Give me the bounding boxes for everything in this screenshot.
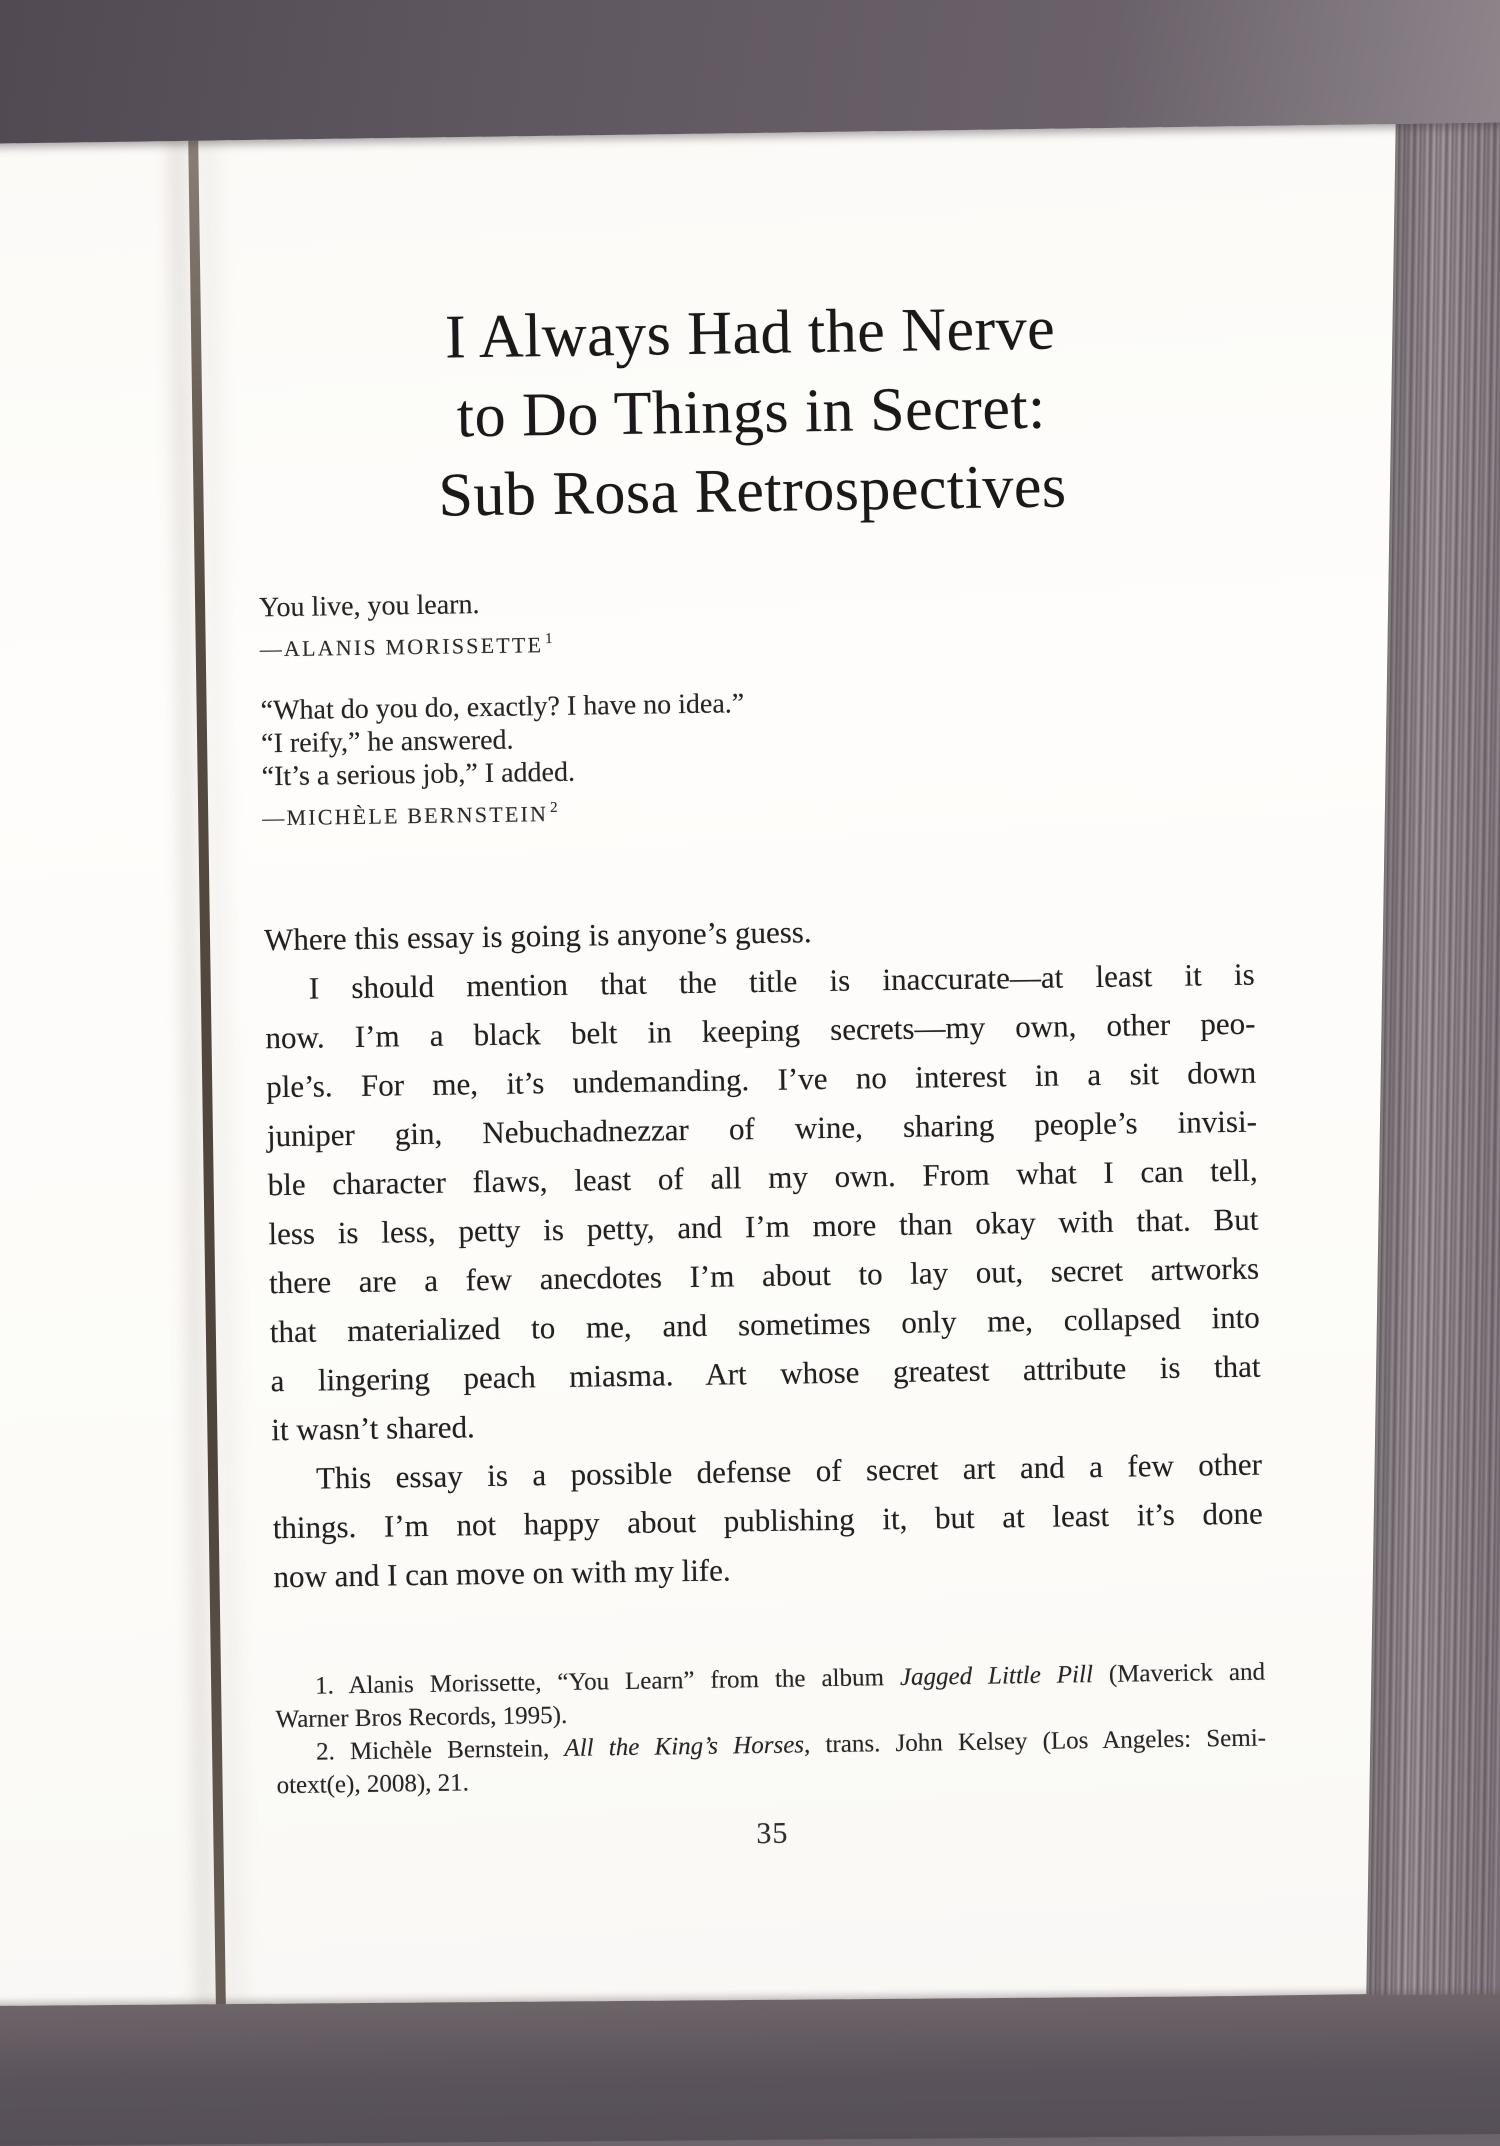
footnote-text-italic: All the King’s Horses bbox=[564, 1731, 805, 1762]
body-text bbox=[264, 901, 1264, 1602]
epigraph-bernstein bbox=[260, 680, 1252, 834]
body-line: now. I’m a black belt in keeping secrets—my own, other peo- bbox=[265, 1005, 1256, 1056]
chapter-title-line: I Always Had the Nerve bbox=[444, 294, 1056, 372]
scan-background-bottom bbox=[0, 1994, 1500, 2146]
footnote-text: , trans. John Kelsey (Los Angeles: Semi- bbox=[803, 1724, 1267, 1759]
scan-background-top bbox=[0, 0, 1500, 144]
footnote-text: (Maverick and bbox=[1092, 1658, 1266, 1689]
body-line: things. I’m not happy about publishing it, but at least it’s done bbox=[272, 1495, 1263, 1546]
epigraph-attribution-text: —ALANIS MORISSETTE bbox=[259, 632, 544, 662]
footnotes bbox=[275, 1656, 1267, 1803]
chapter-title-line: to Do Things in Secret: bbox=[456, 373, 1047, 451]
body-line: now and I can move on with my life. bbox=[273, 1552, 731, 1595]
body-line: juniper gin, Nebuchadnezzar of wine, sharing people’s invisi- bbox=[266, 1103, 1258, 1154]
chapter-title bbox=[255, 287, 1248, 539]
epigraph-line: “What do you do, exactly? I have no idea.” bbox=[260, 688, 745, 727]
epigraph-morissette bbox=[259, 577, 1250, 665]
body-line: Where this essay is going is anyone’s guess. bbox=[263, 914, 812, 958]
body-line: it wasn’t shared. bbox=[271, 1409, 476, 1448]
chapter-title-line: Sub Rosa Retrospectives bbox=[437, 452, 1067, 530]
body-line: less is less, petty is petty, and I’m more than okay with that. But bbox=[268, 1201, 1259, 1252]
footnote-reference: 1 bbox=[544, 630, 553, 648]
book-page bbox=[255, 287, 1268, 1859]
page-gutter-shadow bbox=[188, 129, 226, 2024]
body-line: there are a few anecdotes I’m about to lay out, secret artworks bbox=[268, 1250, 1260, 1301]
epigraph-line: “It’s a serious job,” I added. bbox=[261, 756, 576, 793]
footnote-text: otext(e), 2008), 21. bbox=[276, 1769, 470, 1800]
body-line: ple’s. For me, it’s undemanding. I’ve no interest in a sit down bbox=[265, 1054, 1257, 1105]
body-line: that materialized to me, and sometimes only me, collapsed into bbox=[269, 1299, 1261, 1350]
body-line: ble character flaws, least of all my own. From what I can tell, bbox=[267, 1152, 1258, 1203]
epigraph-attribution-text: —MICHÈLE BERNSTEIN bbox=[262, 801, 549, 831]
footnote-reference: 2 bbox=[549, 799, 558, 817]
epigraph-line: You live, you learn. bbox=[258, 589, 480, 624]
body-paragraph bbox=[264, 950, 1261, 1455]
body-line: I should mention that the title is inaccurate—at least it is bbox=[308, 956, 1255, 1006]
body-line: This essay is a possible defense of secret art and a few other bbox=[315, 1446, 1263, 1496]
page-number: 35 bbox=[756, 1816, 789, 1851]
footnote-text: Warner Bros Records, 1995). bbox=[275, 1701, 568, 1734]
body-line: a lingering peach miasma. Art whose greatest attribute is that bbox=[270, 1348, 1261, 1399]
footnote-text: 2. Michèle Bernstein, bbox=[315, 1734, 565, 1766]
epigraph-line: “I reify,” he answered. bbox=[260, 724, 514, 760]
footnote-text-italic: Jagged Little Pill bbox=[899, 1661, 1094, 1691]
body-paragraph bbox=[272, 1440, 1264, 1602]
footnote bbox=[276, 1722, 1267, 1803]
footnote-text: 1. Alanis Morissette, “You Learn” from the album bbox=[314, 1663, 901, 1700]
book-page-spread bbox=[0, 119, 1428, 2014]
